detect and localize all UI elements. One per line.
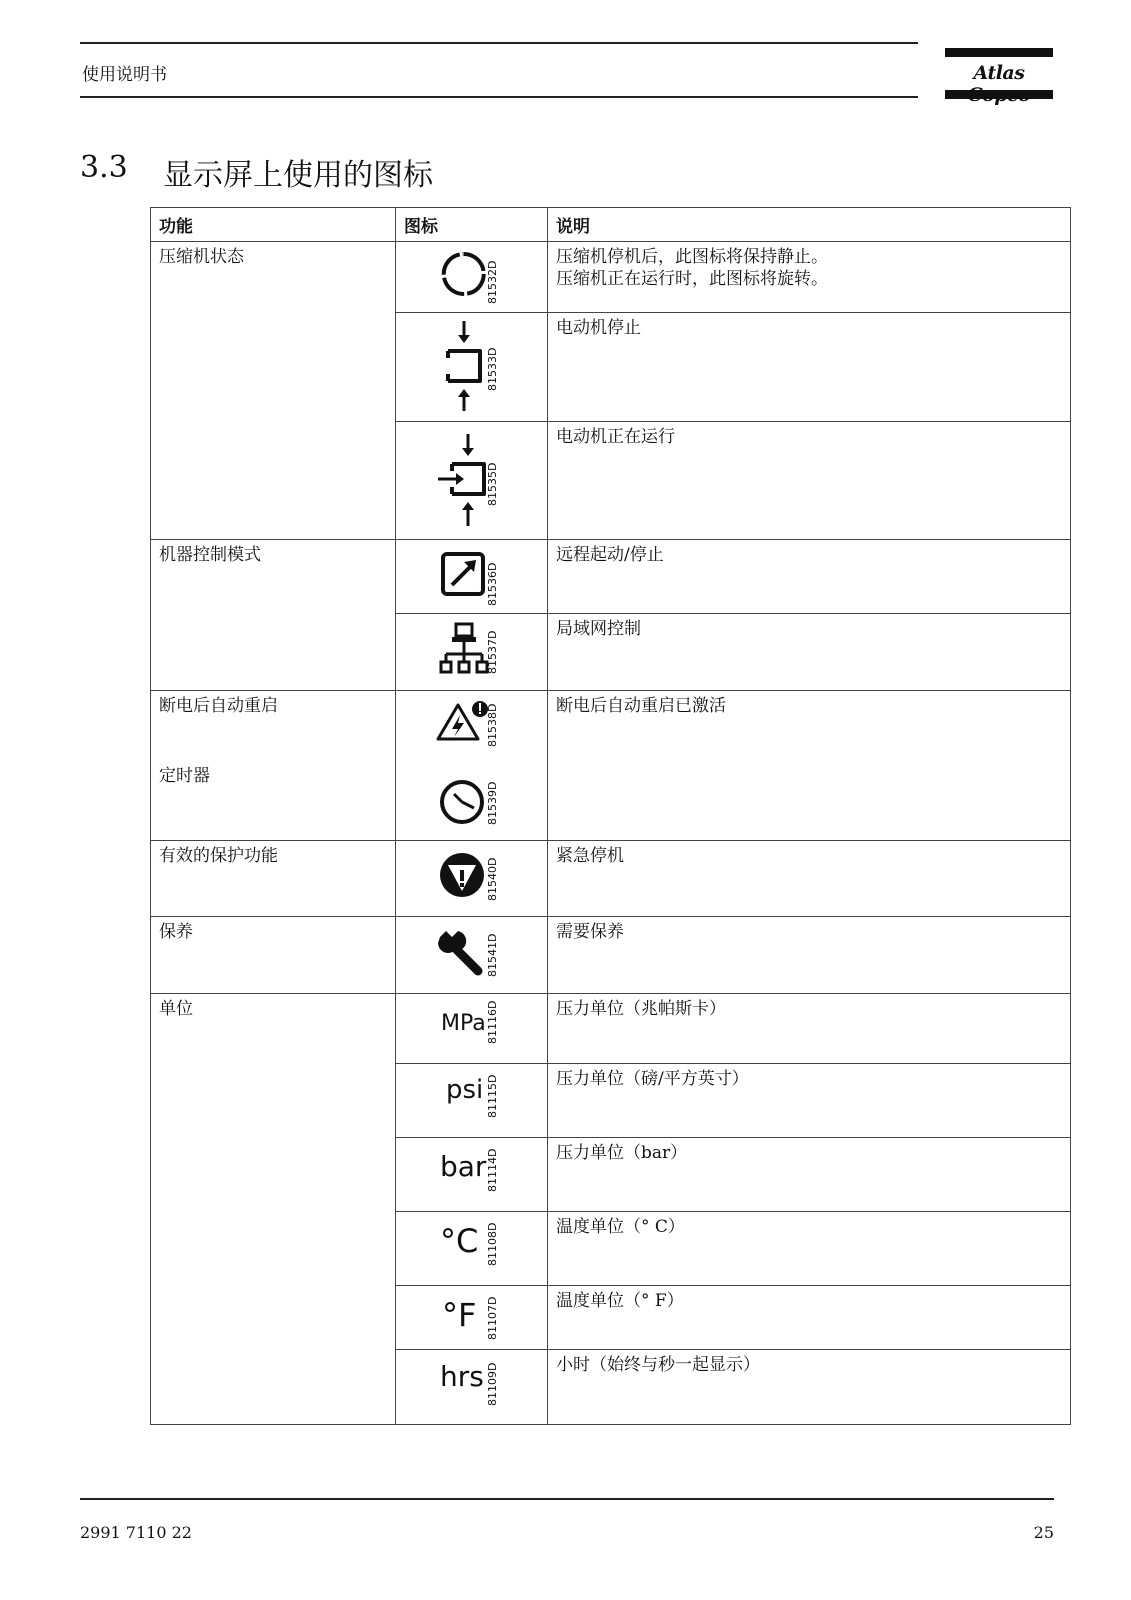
svg-text:81115D: 81115D xyxy=(486,1074,499,1118)
svg-text:°F: °F xyxy=(442,1296,477,1334)
lan-network-icon xyxy=(396,614,548,691)
icon-cell xyxy=(396,614,548,691)
description-cell: 需要保养 xyxy=(548,917,1071,994)
table-row xyxy=(151,242,1071,313)
unit-bar-icon xyxy=(396,1138,548,1212)
footer-page-number: 25 xyxy=(1033,1523,1054,1542)
section-number: 3.3 xyxy=(80,150,128,185)
col-header-description: 说明 xyxy=(548,208,1071,242)
description-cell: 压力单位（bar） xyxy=(548,1138,1071,1212)
svg-text:psi: psi xyxy=(446,1075,484,1105)
description-cell: 电动机正在运行 xyxy=(548,422,1071,540)
header-title: 使用说明书 xyxy=(82,65,167,85)
svg-text:°C: °C xyxy=(440,1222,479,1260)
description-cell: 小时（始终与秒一起显示） xyxy=(548,1350,1071,1425)
power-restart-warning-icon xyxy=(396,691,548,841)
table-row xyxy=(151,994,1071,1064)
svg-text:hrs: hrs xyxy=(440,1360,484,1393)
table-row xyxy=(151,841,1071,917)
description-cell: 压力单位（磅/平方英寸） xyxy=(548,1064,1071,1138)
icon-table xyxy=(150,207,1071,1425)
icon-cell xyxy=(396,540,548,614)
svg-text:bar: bar xyxy=(440,1150,487,1183)
description-cell: 压力单位（兆帕斯卡） xyxy=(548,994,1071,1064)
wrench-icon xyxy=(396,917,548,994)
function-cell: 单位 xyxy=(151,994,396,1425)
svg-text:MPa: MPa xyxy=(441,1011,486,1036)
icon-cell xyxy=(396,994,548,1064)
svg-text:81533D: 81533D xyxy=(486,347,499,391)
table-row xyxy=(151,917,1071,994)
description-cell: 紧急停机 xyxy=(548,841,1071,917)
function-cell: 保养 xyxy=(151,917,396,994)
svg-text:81109D: 81109D xyxy=(486,1362,499,1406)
svg-text:81114D: 81114D xyxy=(486,1148,499,1192)
svg-text:81532D: 81532D xyxy=(486,260,499,304)
svg-text:81539D: 81539D xyxy=(486,781,499,825)
svg-text:81537D: 81537D xyxy=(486,630,499,674)
icon-cell xyxy=(396,1064,548,1138)
col-header-function: 功能 xyxy=(151,208,396,242)
function-cell: 机器控制模式 xyxy=(151,540,396,691)
icon-cell xyxy=(396,917,548,994)
svg-text:81536D: 81536D xyxy=(486,562,499,606)
unit-hours-icon xyxy=(396,1350,548,1425)
footer-rule xyxy=(80,1498,1054,1500)
function-cell: 压缩机状态 xyxy=(151,242,396,540)
clock-icon xyxy=(442,782,482,822)
unit-fahrenheit-icon xyxy=(396,1286,548,1350)
icon-cell xyxy=(396,313,548,422)
unit-celsius-icon xyxy=(396,1212,548,1286)
unit-mpa-icon xyxy=(396,994,548,1064)
logo-text: Atlas xyxy=(973,62,1025,84)
header-top-rule xyxy=(80,42,918,44)
rotating-circle-icon xyxy=(396,242,548,313)
motor-stopped-icon xyxy=(396,313,548,422)
description-cell: 远程起动/停止 xyxy=(548,540,1071,614)
table-row xyxy=(151,540,1071,614)
svg-text:81107D: 81107D xyxy=(486,1296,499,1340)
svg-text:81541D: 81541D xyxy=(486,933,499,977)
section-title: 显示屏上使用的图标 xyxy=(163,158,433,193)
description-cell: 电动机停止 xyxy=(548,313,1071,422)
description-cell: 温度单位（° F） xyxy=(548,1286,1071,1350)
svg-text:81538D: 81538D xyxy=(486,703,499,747)
icon-cell xyxy=(396,422,548,540)
icon-cell xyxy=(396,691,548,841)
function-cell: 有效的保护功能 xyxy=(151,841,396,917)
table-header-row xyxy=(151,208,1071,242)
table-row xyxy=(151,691,1071,841)
description-cell: 压缩机停机后，此图标将保持静止。 压缩机正在运行时，此图标将旋转。 xyxy=(548,242,1071,313)
col-header-icon: 图标 xyxy=(396,208,548,242)
svg-text:81116D: 81116D xyxy=(486,1000,499,1044)
emergency-stop-icon xyxy=(396,841,548,917)
motor-running-icon xyxy=(396,422,548,540)
icon-cell xyxy=(396,242,548,313)
icon-cell xyxy=(396,841,548,917)
description-cell: 断电后自动重启已激活 xyxy=(548,691,1071,841)
header-bottom-rule xyxy=(80,96,918,98)
svg-text:81535D: 81535D xyxy=(486,462,499,506)
icon-cell xyxy=(396,1212,548,1286)
description-cell: 局域网控制 xyxy=(548,614,1071,691)
svg-text:81540D: 81540D xyxy=(486,857,499,901)
svg-text:81108D: 81108D xyxy=(486,1222,499,1266)
description-cell: 温度单位（° C） xyxy=(548,1212,1071,1286)
unit-psi-icon xyxy=(396,1064,548,1138)
function-cell: 断电后自动重启 定时器 xyxy=(151,691,396,841)
icon-cell xyxy=(396,1138,548,1212)
icon-cell xyxy=(396,1350,548,1425)
remote-start-stop-icon xyxy=(396,540,548,614)
icon-cell xyxy=(396,1286,548,1350)
footer-doc-number: 2991 7110 22 xyxy=(80,1523,192,1542)
atlas-copco-logo xyxy=(945,48,1053,100)
